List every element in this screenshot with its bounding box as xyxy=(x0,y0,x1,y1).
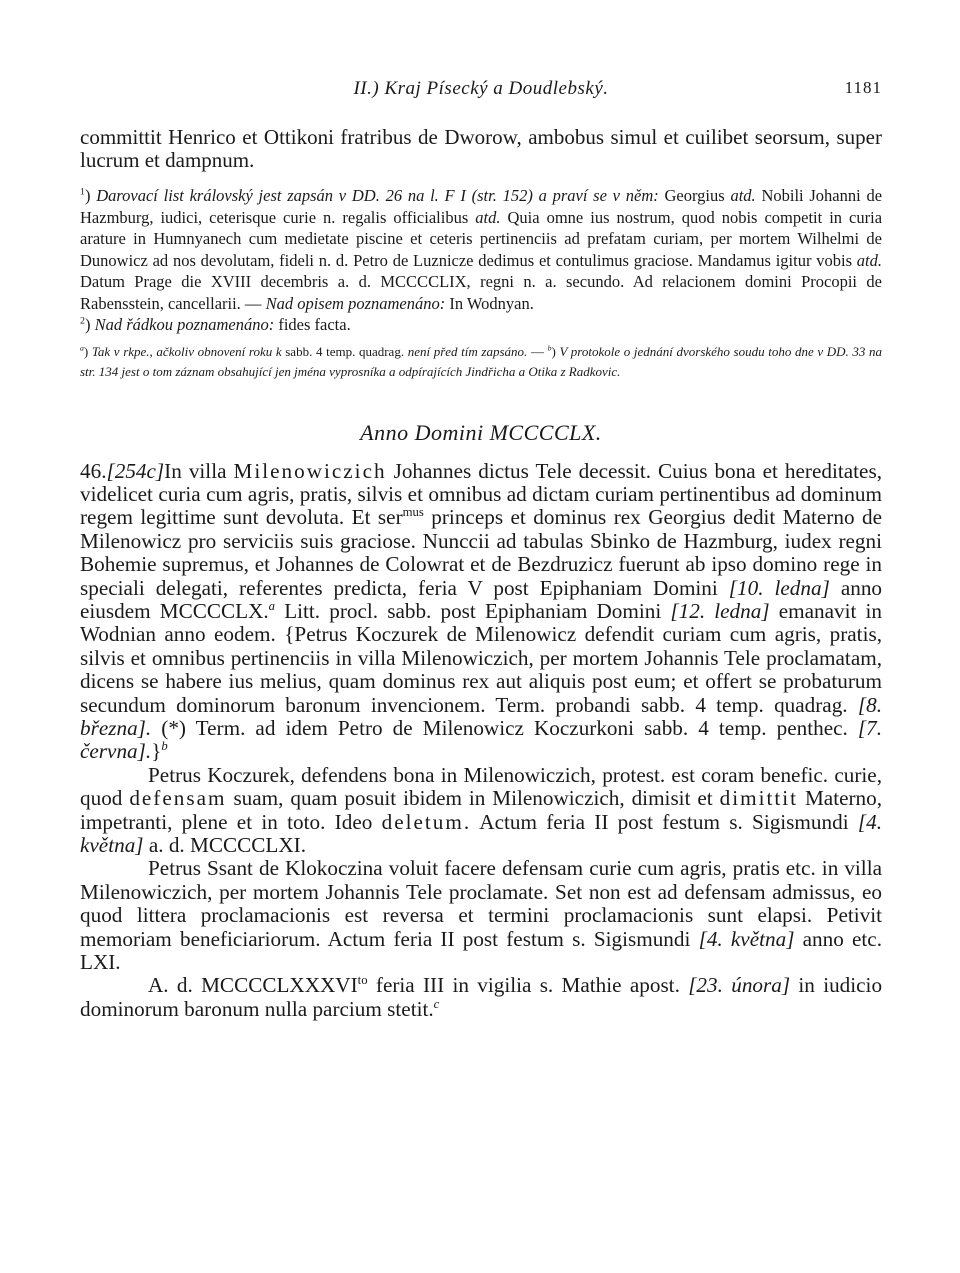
place-name: Milenowiczich xyxy=(233,458,387,483)
running-header xyxy=(80,78,882,106)
entry-number: 46. xyxy=(80,458,107,483)
footnotes xyxy=(80,185,882,336)
entry-paragraph-4: A. d. $MCCCCLXXXVI^{to}$ feria III in vigilia s. Mathie apost. [23. února] in iudicio dominorum baronum nulla parcium stetit.$^c$ xyxy=(80,973,883,1021)
footnote-marker: 1 xyxy=(80,186,85,198)
running-title: II.) Kraj Písecký a Doudlebský. xyxy=(353,78,609,99)
entry-paragraph-3: Petrus Ssant de Klokoczina voluit facere defensam curie cum agris, pratis etc. in villa Milenowiczich, per mortem Johannis Tele proclamate. Set non est ad defensam admissus, eo quod littera proclamacionis est reversa et termini proclamacionis sunt elapsi. Petivit memoriam beneficiariorum. Actum feria II post festum s. Sigismundi [4. května] anno etc. LXI. xyxy=(80,856,883,975)
footnote-2: $^2$) Nad řádkou poznamenáno: fides facta. xyxy=(80,315,351,334)
footnote-1: $^1$) Darovací list královský jest zapsán v DD. 26 na l. F I (str. 152) a praví se v něm: Georgius atd. Nobili Johanni de Hazmburg, iudici, ceterisque curie n. regalis officialibus atd. Quia omne ius nostrum, quod nobis competit in curia arature in Humnyanech cum medietate piscine et ceteris pertinenciis ad prefatam curiam, per mortem Wilhelmi de Dunowicz ad nos devolutam, fideli n. d. Petro de Luznicze dedimus et contulimus graciose. Mandamus igitur vobis atd. Datum Prage die XVIII decembris a. d. MCCCCLIX, regni n. a. secundo. Ad relacionem domini Procopii de Rabensstein, cancellarii. — Nad opisem poznamenáno: In Wodnyan. xyxy=(80,186,883,313)
folio-reference: [254c] xyxy=(106,458,165,483)
entry-46: 46.[254c]In villa Milenowiczich Johannes dictus Tele decessit. Cuius bona et hereditates, videlicet curia cum agris, pratis, silvis et omnibus ad dictam curiam pertinentibus ad dominum regem legittime sunt devoluta. Et ser$^{mus}$ princeps et dominus rex Georgius dedit Materno de Milenowicz pro serviciis suis graciose. Nunccii ad tabulas Sbinko de Hazmburg, iudex regni Bohemie supremus, et Johannes de Colowrat et de Bezdruzicz fuerunt ab ipso domino rege in speciali delegati, referentes predicta, feria V post Epiphaniam Domini [10. ledna] anno eiusdem MCCCCLX.$^a$ Litt. procl. sabb. post Epiphaniam Domini [12. ledna] emanavit in Wodnian anno eodem. {Petrus Koczurek de Milenowicz defendit curiam cum agris, pratis, silvis et omnibus pertinenciis in villa Milenowiczich, per mortem Johannis Tele proclamatam, dicens se habere ius melius, quam dominus rex aut aliquis post eum; et offert se probaturum secundum dominorum baronum invencionem. Term. probandi sabb. 4 temp. quadrag. [8. března]. (*) Term. ad idem Petro de Milenowicz Koczurkoni sabb. 4 temp. penthec. [7. června].}$^b$ xyxy=(80,458,883,764)
page-number: 1181 xyxy=(844,78,882,97)
textual-notes: $^a$) Tak v rkpe., ačkoliv obnovení roku k sabb. 4 temp. quadrag. není před tím zapsáno. — $^b$) V protokole o jednání dvorského soudu toho dne v DD. 33 na str. 134 jest o tom záznam obsahující jen jména vyprosníka a odpírajících Jindřicha a Otika z Radkovic. xyxy=(80,343,883,379)
footnote-marker: 2 xyxy=(80,315,85,327)
year-heading: Anno Domini MCCCCLX. xyxy=(360,419,602,445)
continuation-paragraph: committit Henrico et Ottikoni fratribus de Dworow, ambobus simul et cuilibet seorsum, super lucrum et dampnum. xyxy=(80,125,882,172)
main-text xyxy=(80,460,882,1022)
entry-paragraph-2: Petrus Koczurek, defendens bona in Milenowiczich, protest. est coram benefic. curie, quod defensam suam, quam posuit ibidem in Milenowiczich, dimisit et dimittit Materno, impetranti, plene et in toto. Ideo deletum. Actum feria II post festum s. Sigismundi [4. května] a. d. MCCCCLXI. xyxy=(80,762,883,857)
document-page xyxy=(80,78,882,1021)
